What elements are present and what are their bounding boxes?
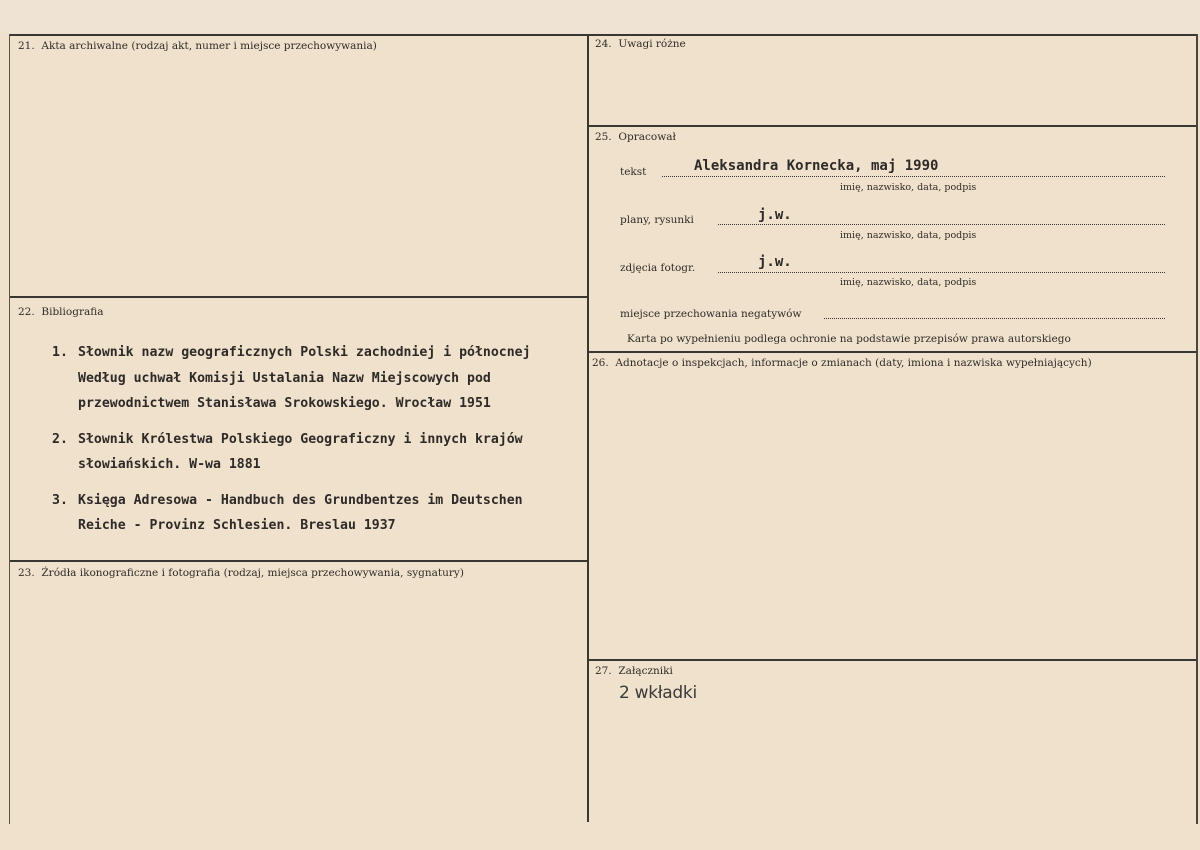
zdjecia-line xyxy=(718,272,1165,273)
tekst-value: Aleksandra Kornecka, maj 1990 xyxy=(694,158,939,174)
section-21-label: 21. Akta archiwalne (rodzaj akt, numer i miejsce przechowywania) xyxy=(18,40,377,52)
copyright-notice: Karta po wypełnieniu podlega ochronie na podstawie przepisów prawa autorskiego xyxy=(627,333,1071,345)
divider-24-25 xyxy=(588,125,1198,127)
divider-25-26 xyxy=(588,351,1198,353)
bibliography-item xyxy=(52,427,592,478)
bibliography-item-line: przewodnictwem Stanisława Srokowskiego. Wrocław 1951 xyxy=(78,396,491,411)
tekst-label: tekst xyxy=(620,166,647,178)
top-band xyxy=(0,0,1200,33)
section-25-label: 25. Opracował xyxy=(595,131,676,143)
divider-left-edge xyxy=(9,34,10,824)
divider-21-22 xyxy=(10,296,588,298)
section-22-label: 22. Bibliografia xyxy=(18,306,104,318)
zdjecia-value: j.w. xyxy=(758,254,792,270)
bibliography-item-line: Według uchwał Komisji Ustalania Nazw Miejscowych pod xyxy=(78,370,491,386)
plany-value: j.w. xyxy=(758,207,792,223)
bibliography-item-line: Słownik Królestwa Polskiego Geograficzny i innych krajów xyxy=(78,431,523,447)
plany-label: plany, rysunki xyxy=(620,214,694,226)
bibliography-item-line: Reiche - Provinz Schlesien. Breslau 1937 xyxy=(78,518,396,533)
divider-22-23 xyxy=(10,560,588,562)
section-23-label: 23. Źródła ikonograficzne i fotografia (rodzaj, miejsca przechowywania, sygnatury) xyxy=(18,567,464,579)
negatywy-label: miejsce przechowania negatywów xyxy=(620,308,802,320)
tekst-line xyxy=(662,176,1165,177)
zalaczniki-value: 2 wkładki xyxy=(619,683,697,703)
divider-26-27 xyxy=(588,659,1198,661)
zdjecia-label: zdjęcia fotogr. xyxy=(620,262,696,274)
bibliography-item-number: 3. xyxy=(52,492,68,508)
bibliography-item-line: Księga Adresowa - Handbuch des Grundbentzes im Deutschen xyxy=(78,492,523,508)
tekst-caption: imię, nazwisko, data, podpis xyxy=(840,182,977,193)
bibliography-item xyxy=(52,340,592,417)
bibliography-item-number: 1. xyxy=(52,345,68,360)
divider-right-edge xyxy=(1196,34,1198,824)
section-27-label: 27. Załączniki xyxy=(595,665,673,677)
bibliography-item-number: 2. xyxy=(52,431,68,447)
zdjecia-caption: imię, nazwisko, data, podpis xyxy=(840,277,977,288)
bibliography-item-line: słowiańskich. W-wa 1881 xyxy=(78,457,261,472)
section-26-label: 26. Adnotacje o inspekcjach, informacje o zmianach (daty, imiona i nazwiska wypełniających) xyxy=(592,357,1092,369)
bibliography-list xyxy=(52,340,592,549)
negatywy-line xyxy=(824,318,1165,319)
section-24-label: 24. Uwagi różne xyxy=(595,38,686,50)
divider-top xyxy=(10,34,1198,36)
bibliography-item xyxy=(52,488,592,539)
plany-line xyxy=(718,224,1165,225)
plany-caption: imię, nazwisko, data, podpis xyxy=(840,230,977,241)
bibliography-item-line: Słownik nazw geograficznych Polski zachodniej i północnej xyxy=(78,345,531,360)
